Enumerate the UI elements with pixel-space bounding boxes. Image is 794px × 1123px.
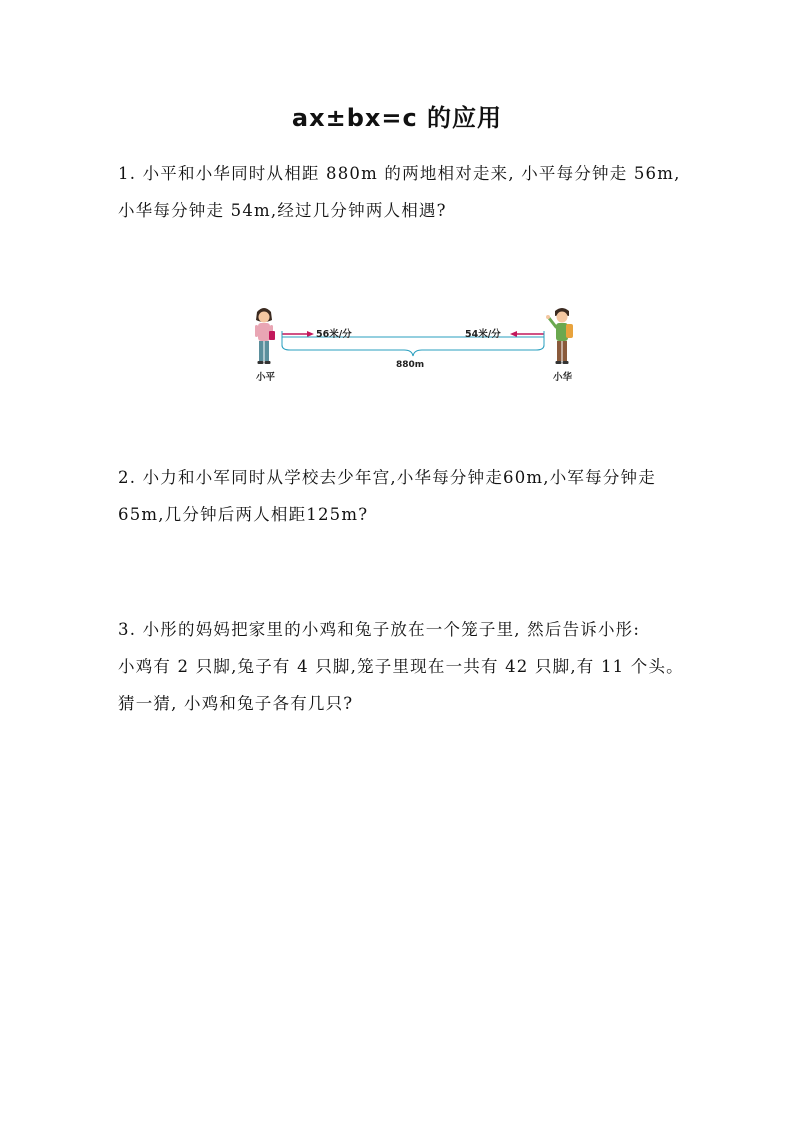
question-text-line: 65m,几分钟后两人相距125m? xyxy=(118,505,369,524)
distance-label: 880m xyxy=(396,360,425,370)
girl-figure-icon xyxy=(255,308,275,364)
question-3 xyxy=(118,611,698,722)
question-1 xyxy=(118,155,698,229)
question-text-line: 1. 小平和小华同时从相距 880m 的两地相对走来, 小平每分钟走 56m, xyxy=(118,164,681,183)
meeting-diagram xyxy=(244,301,584,391)
question-text-line: 3. 小彤的妈妈把家里的小鸡和兔子放在一个笼子里, 然后告诉小彤: xyxy=(118,620,641,639)
page-title: ax±bx=c 的应用 xyxy=(291,104,503,132)
left-speed-label: 56米/分 xyxy=(316,329,352,340)
question-text-line: 猜一猜, 小鸡和兔子各有几只? xyxy=(118,694,354,713)
left-speed-arrow xyxy=(282,331,314,337)
right-speed-arrow xyxy=(510,331,544,337)
right-speed-label: 54米/分 xyxy=(465,329,501,340)
meeting-diagram-drawing xyxy=(244,301,584,391)
question-text-line: 2. 小力和小军同时从学校去少年宫,小华每分钟走60m,小军每分钟走 xyxy=(118,468,656,487)
question-text-line: 小鸡有 2 只脚,兔子有 4 只脚,笼子里现在一共有 42 只脚,有 11 个头。 xyxy=(118,657,684,676)
question-2 xyxy=(118,459,698,533)
distance-brace xyxy=(282,345,544,356)
left-person-name: 小平 xyxy=(256,372,276,383)
question-text-line: 小华每分钟走 54m,经过几分钟两人相遇? xyxy=(118,201,447,220)
right-person-name: 小华 xyxy=(553,372,573,383)
boy-figure-icon xyxy=(546,308,573,364)
